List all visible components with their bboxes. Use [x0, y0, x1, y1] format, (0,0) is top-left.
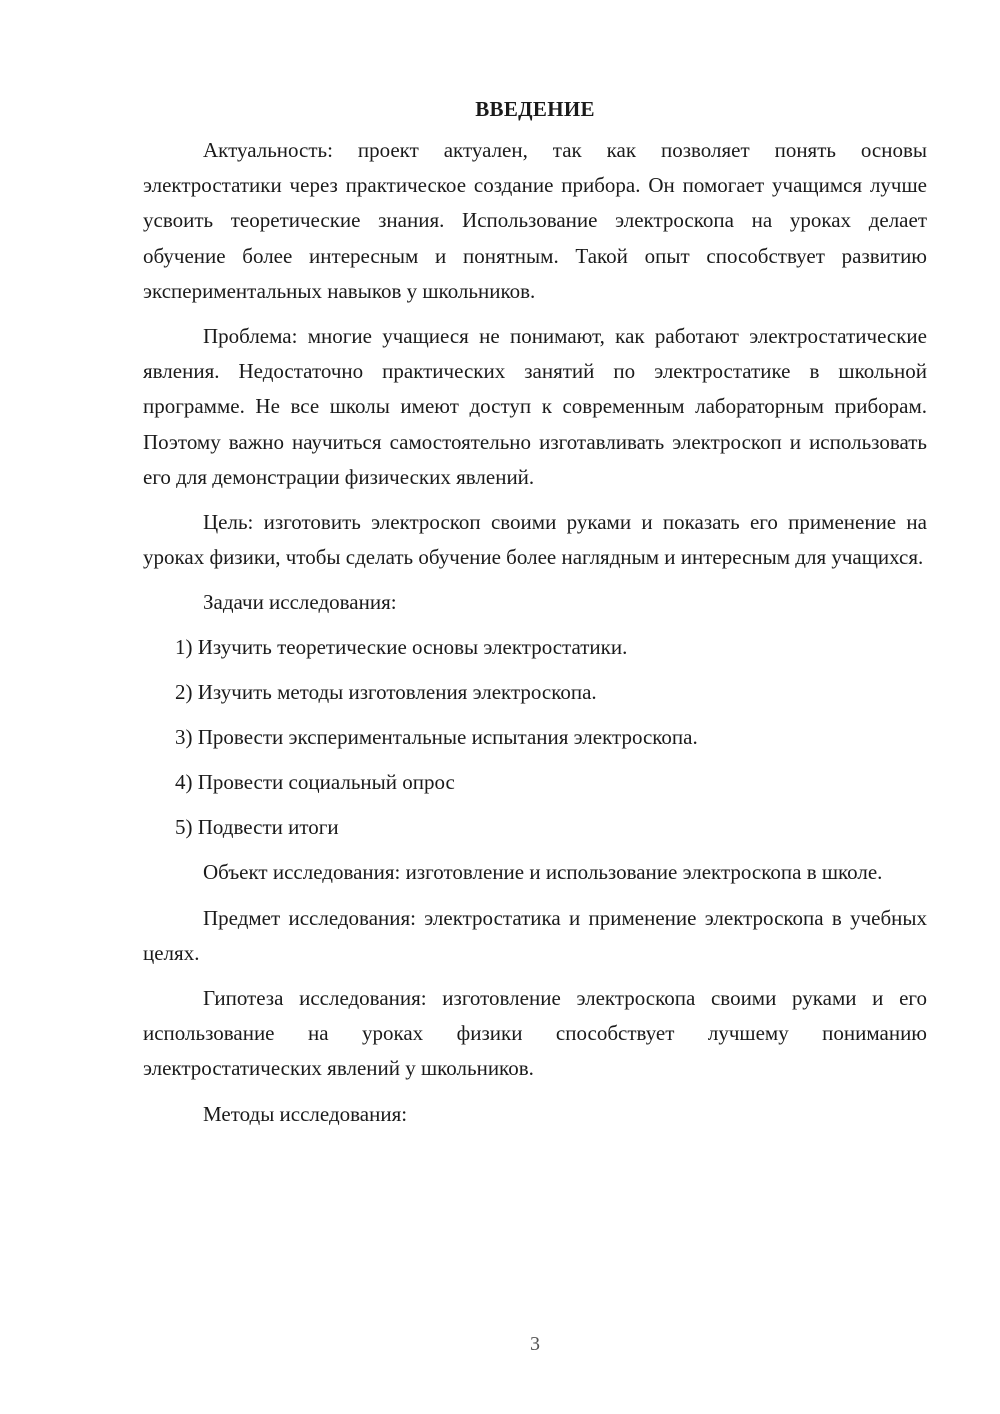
relevance-paragraph: Актуальность: проект актуален, так как позволяет понять основы электростатики через практическое создание прибора. Он помогает учащимся лучше усвоить теоретические знания. Использование электроскопа на уроках делает обучение более интересным и понятным. Такой опыт способствует развитию экспериментальных навыков у школьников. — [143, 138, 927, 303]
tasks-heading: Задачи исследования: — [203, 590, 397, 615]
task-item: 2) Изучить методы изготовления электроскопа. — [175, 680, 597, 705]
object-paragraph: Объект исследования: изготовление и использование электроскопа в школе. — [203, 860, 883, 885]
hypothesis-paragraph: Гипотеза исследования: изготовление электроскопа своими руками и его использование на уроках физики способствует лучшему пониманию электростатических явлений у школьников. — [143, 986, 927, 1081]
goal-paragraph: Цель: изготовить электроскоп своими руками и показать его применение на уроках физики, чтобы сделать обучение более наглядным и интересным для учащихся. — [143, 510, 927, 570]
task-item: 1) Изучить теоретические основы электростатики. — [175, 635, 628, 660]
page-title: ВВЕДЕНИЕ — [475, 97, 595, 121]
methods-heading: Методы исследования: — [203, 1101, 408, 1126]
task-item: 4) Провести социальный опрос — [175, 770, 455, 795]
subject-paragraph: Предмет исследования: электростатика и применение электроскопа в учебных целях. — [143, 905, 927, 965]
problem-paragraph: Проблема: многие учащиеся не понимают, как работают электростатические явления. Недостаточно практических занятий по электростатике в школьной программе. Не все школы имеют доступ к современным лабораторным приборам. Поэтому важно научиться самостоятельно изготавливать электроскоп и использовать его для демонстрации физических явлений. — [143, 324, 927, 489]
task-item: 3) Провести экспериментальные испытания электроскопа. — [175, 725, 698, 750]
page-number: 3 — [530, 1333, 540, 1355]
tasks-list — [143, 630, 927, 845]
task-item: 5) Подвести итоги — [175, 815, 339, 840]
document-page — [143, 92, 927, 1142]
